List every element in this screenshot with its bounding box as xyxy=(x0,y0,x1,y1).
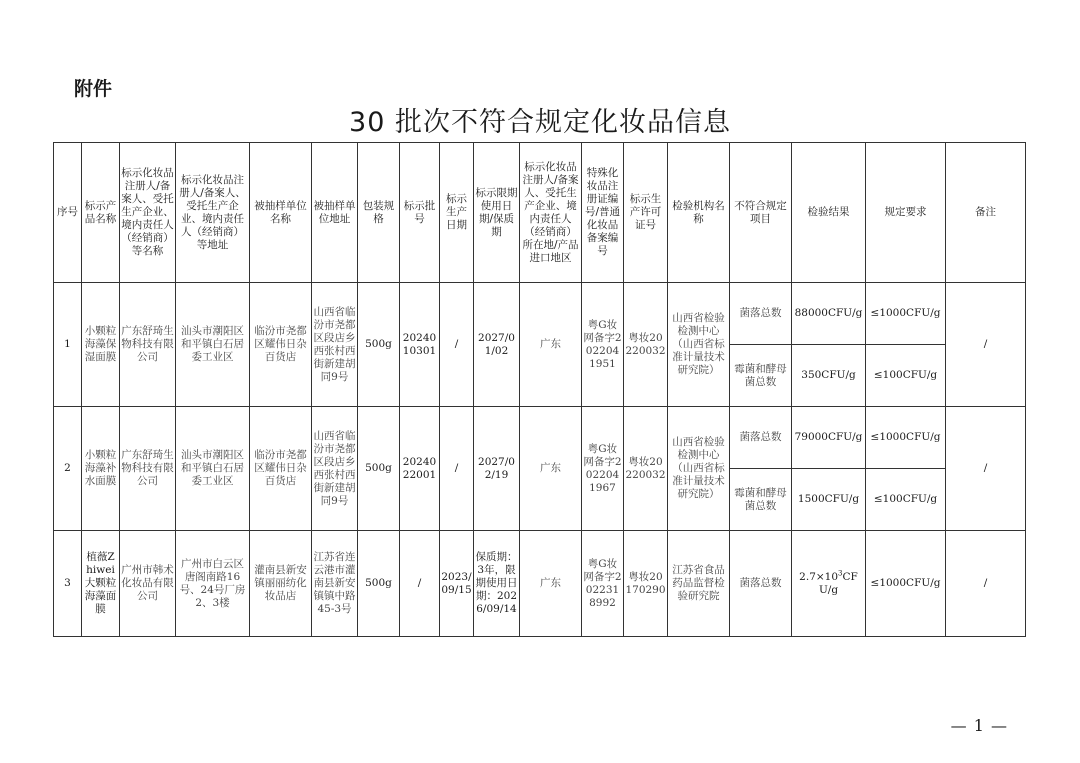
cell-spec: 500g xyxy=(358,283,400,407)
header-cell: 标示限期使用日期/保质期 xyxy=(474,143,520,283)
cell-expiry: 保质期：3年，限期使用日期：2026/09/14 xyxy=(474,531,520,637)
document-title: 30 批次不符合规定化妆品信息 xyxy=(349,107,731,138)
cell-sampled-address: 山西省临汾市尧都区段店乡西张村西街新建胡同9号 xyxy=(312,283,358,407)
table-row xyxy=(54,531,1026,637)
header-cell: 标示生产许可证号 xyxy=(624,143,668,283)
cell-registration-no: 粤G妆网备字2022041967 xyxy=(582,407,624,531)
cell-company: 广东舒琦生物科技有限公司 xyxy=(120,407,176,531)
cell-result: 350CFU/g xyxy=(792,345,866,407)
header-cell: 标示化妆品注册人/备案人、受托生产企业、境内责任人（经销商）等名称 xyxy=(120,143,176,283)
cell-requirement: ≤1000CFU/g xyxy=(866,531,946,637)
cell-lab: 山西省检验检测中心（山西省标准计量技术研究院） xyxy=(668,283,730,407)
header-cell: 标示产品名称 xyxy=(82,143,120,283)
cell-note: / xyxy=(946,531,1026,637)
header-cell: 标示化妆品注册人/备案人、受托生产企业、境内责任人（经销商）所在地/产品进口地区 xyxy=(520,143,582,283)
cell-product: 植薇Zhiwei大颗粒海藻面膜 xyxy=(82,531,120,637)
cell-registration-no: 粤G妆网备字2022041951 xyxy=(582,283,624,407)
cell-note: / xyxy=(946,407,1026,531)
cell-registration-no: 粤G妆网备字2022318992 xyxy=(582,531,624,637)
cell-sampled-unit: 灌南县新安镇丽丽纺化妆品店 xyxy=(250,531,312,637)
cell-sampled-address: 山西省临汾市尧都区段店乡西张村西街新建胡同9号 xyxy=(312,407,358,531)
cell-requirement: ≤100CFU/g xyxy=(866,345,946,407)
cell-item: 霉菌和酵母菌总数 xyxy=(730,345,792,407)
cell-sampled-unit: 临汾市尧都区耀伟日杂百货店 xyxy=(250,407,312,531)
cell-item: 菌落总数 xyxy=(730,531,792,637)
header-cell: 备注 xyxy=(946,143,1026,283)
attachment-label: 附件 xyxy=(74,78,113,100)
cell-result: 79000CFU/g xyxy=(792,407,866,469)
cell-product: 小颗粒海藻补水面膜 xyxy=(82,407,120,531)
result-unit: CFU/g xyxy=(818,570,858,596)
cell-expiry: 2027/01/02 xyxy=(474,283,520,407)
header-cell: 序号 xyxy=(54,143,82,283)
cell-item: 霉菌和酵母菌总数 xyxy=(730,469,792,531)
cell-expiry: 2027/02/19 xyxy=(474,407,520,531)
header-cell: 包装规格 xyxy=(358,143,400,283)
table-row xyxy=(54,283,1026,345)
cell-company: 广州市韩术化妆品有限公司 xyxy=(120,531,176,637)
header-cell: 特殊化妆品注册证编号/普通化妆品备案编号 xyxy=(582,143,624,283)
cell-note: / xyxy=(946,283,1026,407)
page-number: — 1 — xyxy=(950,716,1008,735)
header-cell: 标示生产日期 xyxy=(440,143,474,283)
cell-license-no: 粤妆20220032 xyxy=(624,283,668,407)
cell-region: 广东 xyxy=(520,531,582,637)
cell-region: 广东 xyxy=(520,407,582,531)
cell-lab: 山西省检验检测中心（山西省标准计量技术研究院） xyxy=(668,407,730,531)
cell-requirement: ≤100CFU/g xyxy=(866,469,946,531)
cell-item: 菌落总数 xyxy=(730,283,792,345)
cell-sampled-address: 江苏省连云港市灌南县新安镇镇中路45-3号 xyxy=(312,531,358,637)
cell-item: 菌落总数 xyxy=(730,407,792,469)
header-cell: 规定要求 xyxy=(866,143,946,283)
cell-production-date: / xyxy=(440,407,474,531)
cell-product: 小颗粒海藻保湿面膜 xyxy=(82,283,120,407)
cell-no: 2 xyxy=(54,407,82,531)
cell-requirement: ≤1000CFU/g xyxy=(866,283,946,345)
table-header-row xyxy=(54,143,1026,283)
nonconforming-cosmetics-table xyxy=(53,142,1026,637)
header-cell: 标示批号 xyxy=(400,143,440,283)
cell-company: 广东舒琦生物科技有限公司 xyxy=(120,283,176,407)
result-exponent: 3 xyxy=(838,569,843,577)
header-cell: 检验机构名称 xyxy=(668,143,730,283)
cell-license-no: 粤妆20170290 xyxy=(624,531,668,637)
cell-company-address: 广州市白云区唐阁南路16号、24号厂房2、3楼 xyxy=(176,531,250,637)
cell-company-address: 汕头市潮阳区和平镇白石居委工业区 xyxy=(176,283,250,407)
cell-spec: 500g xyxy=(358,531,400,637)
cell-production-date: / xyxy=(440,283,474,407)
cell-no: 3 xyxy=(54,531,82,637)
cell-batch: 2024010301 xyxy=(400,283,440,407)
header-cell: 不符合规定项目 xyxy=(730,143,792,283)
cell-lab: 江苏省食品药品监督检验研究院 xyxy=(668,531,730,637)
cell-result: 88000CFU/g xyxy=(792,283,866,345)
cell-company-address: 汕头市潮阳区和平镇白石居委工业区 xyxy=(176,407,250,531)
cell-result xyxy=(792,531,866,637)
cell-spec: 500g xyxy=(358,407,400,531)
cell-batch: / xyxy=(400,531,440,637)
cell-region: 广东 xyxy=(520,283,582,407)
cell-requirement: ≤1000CFU/g xyxy=(866,407,946,469)
result-base: 2.7×10 xyxy=(799,570,839,583)
table-row xyxy=(54,407,1026,469)
cell-batch: 2024022001 xyxy=(400,407,440,531)
header-cell: 被抽样单位名称 xyxy=(250,143,312,283)
cell-no: 1 xyxy=(54,283,82,407)
cell-production-date: 2023/09/15 xyxy=(440,531,474,637)
header-cell: 被抽样单位地址 xyxy=(312,143,358,283)
cell-license-no: 粤妆20220032 xyxy=(624,407,668,531)
header-cell: 检验结果 xyxy=(792,143,866,283)
cell-sampled-unit: 临汾市尧都区耀伟日杂百货店 xyxy=(250,283,312,407)
cell-result: 1500CFU/g xyxy=(792,469,866,531)
header-cell: 标示化妆品注册人/备案人、受托生产企业、境内责任人（经销商）等地址 xyxy=(176,143,250,283)
